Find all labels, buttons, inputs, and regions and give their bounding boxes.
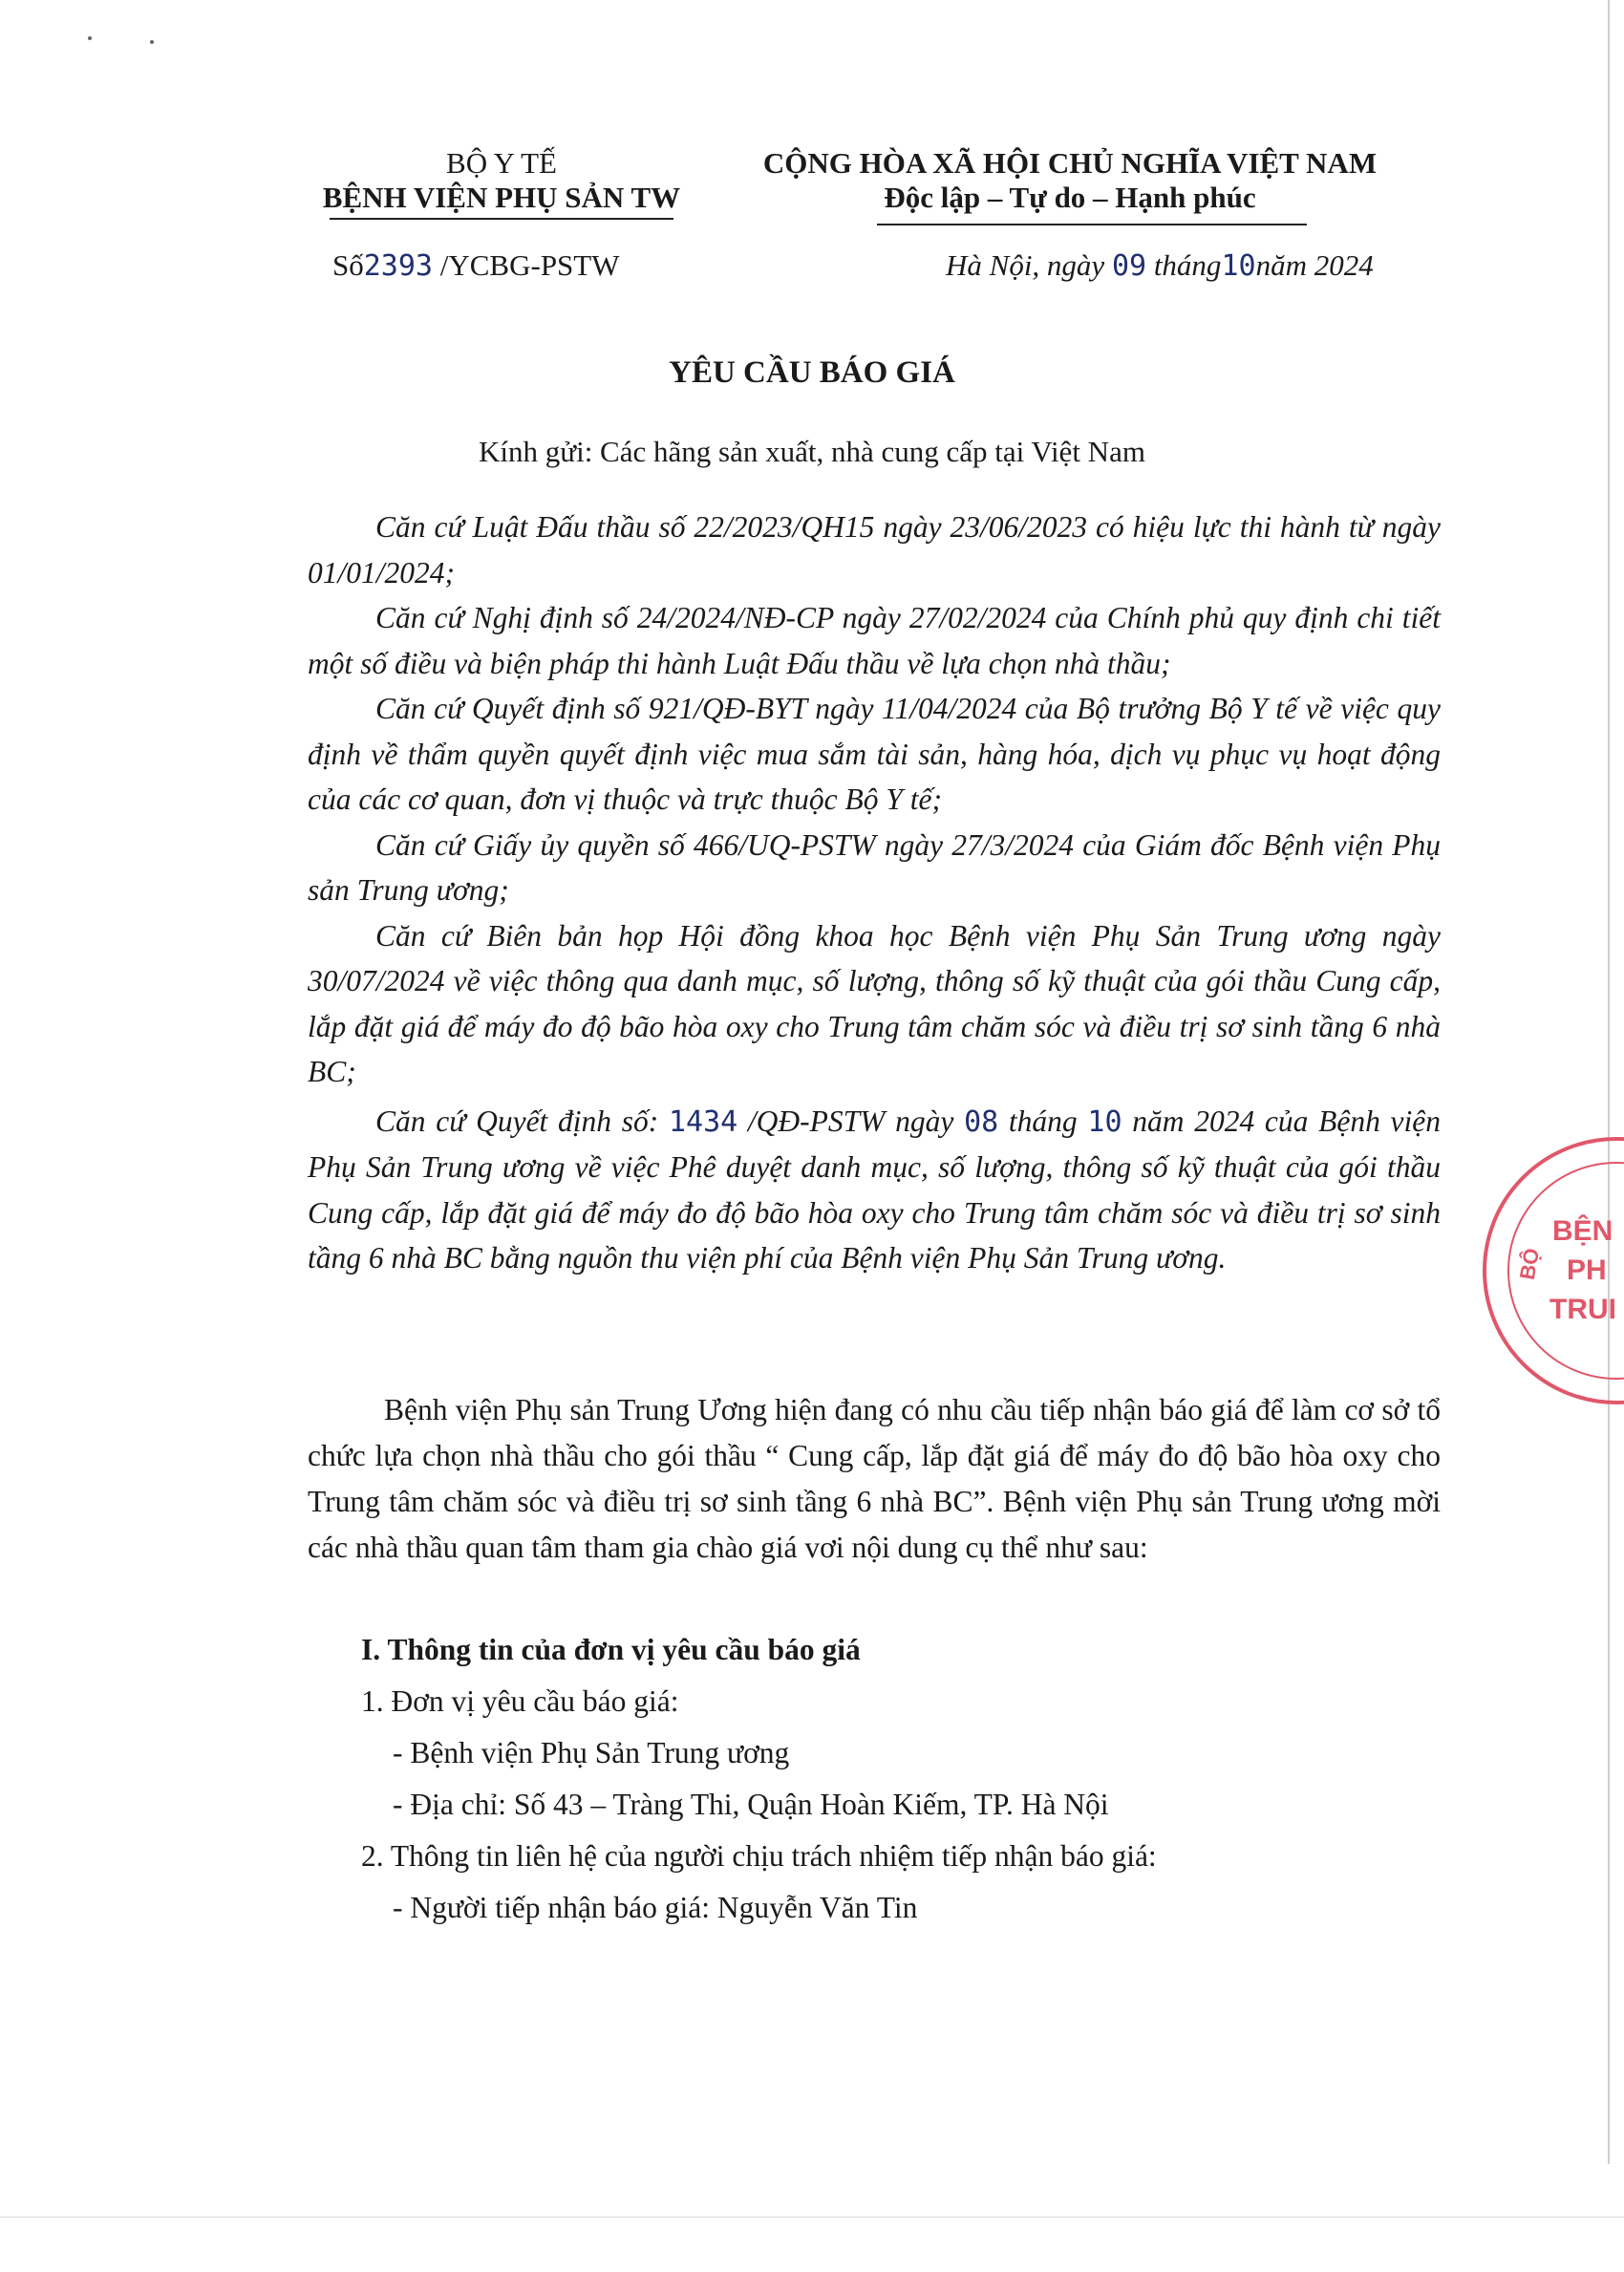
- intro-paragraph: Bệnh viện Phụ sản Trung Ương hiện đang có nhu cầu tiếp nhận báo giá để làm cơ sở tổ chức lựa chọn nhà thầu cho gói thầu “ Cung cấp, lắp đặt giá để máy đo độ bão hòa oxy cho Trung tâm chăm sóc và điều trị sơ sinh tầng 6 nhà BC”. Bệnh viện Phụ sản Trung ương mời các nhà thầu quan tâm tham gia chào giá vơi nội dung cụ thể như sau:: [308, 1393, 1441, 1564]
- legal-bases: [308, 504, 1441, 1281]
- document-title: YÊU CẦU BÁO GIÁ: [669, 355, 955, 390]
- ministry-name: BỘ Y TẾ: [446, 146, 557, 180]
- section-1-person: - Người tiếp nhận báo giá: Nguyễn Văn Tin: [393, 1891, 918, 1924]
- section-1-item-2: 2. Thông tin liên hệ của người chịu trách nhiệm tiếp nhận báo giá:: [361, 1839, 1157, 1873]
- decision-number-handwritten: 1434: [668, 1104, 738, 1139]
- date-month-word: tháng: [1153, 248, 1222, 282]
- doc-number-prefix: Số: [332, 248, 364, 282]
- intro-block: [308, 1387, 1441, 1571]
- issuer-underline: [330, 218, 673, 220]
- document-number: [332, 248, 620, 283]
- section-1-address: - Địa chỉ: Số 43 – Tràng Thi, Quận Hoàn Kiếm, TP. Hà Nội: [393, 1788, 1109, 1821]
- section-1-heading: I. Thông tin của đơn vị yêu cầu báo giá: [361, 1633, 861, 1666]
- legal-basis-item: Căn cứ Biên bản họp Hội đồng khoa học Bệnh viện Phụ Sản Trung ương ngày 30/07/2024 về việc thông qua danh mục, số lượng, thông số kỹ thuật của gói thầu Cung cấp, lắp đặt giá để máy đo độ bão hòa oxy cho Trung tâm chăm sóc và điều trị sơ sinh tầng 6 nhà BC;: [308, 918, 1441, 1088]
- scan-edge-bottom: [0, 2217, 1624, 2218]
- recipient-line: Kính gửi: Các hãng sản xuất, nhà cung cấp tại Việt Nam: [479, 435, 1145, 468]
- issuer-block: [287, 146, 716, 215]
- legal-basis-item: Căn cứ Luật Đấu thầu số 22/2023/QH15 ngày 23/06/2023 có hiệu lực thi hành từ ngày 01/01/2024;: [308, 510, 1441, 589]
- legal-basis-item: Căn cứ Giấy ủy quyền số 466/UQ-PSTW ngày 27/3/2024 của Giám đốc Bệnh viện Phụ sản Trung ương;: [308, 827, 1441, 907]
- decision-rest: năm 2024 của Bệnh viện Phụ Sản Trung ương về việc Phê duyệt danh mục, số lượng, thông số kỹ thuật của gói thầu Cung cấp, lắp đặt giá để máy đo độ bão hòa oxy cho Trung tâm chăm sóc và điều trị sơ sinh tầng 6 nhà BC bằng nguồn thu viện phí của Bệnh viện Phụ Sản Trung ương.: [308, 1104, 1442, 1275]
- stamp-text-line-1: BỆN: [1552, 1215, 1613, 1247]
- date-day-handwritten: 09: [1111, 249, 1147, 283]
- scan-edge-right: [1608, 0, 1610, 2164]
- hospital-name: BỆNH VIỆN PHỤ SẢN TW: [322, 181, 681, 214]
- nation-motto: Độc lập – Tự do – Hạnh phúc: [884, 181, 1256, 214]
- section-1-unit: - Bệnh viện Phụ Sản Trung ương: [393, 1736, 790, 1769]
- nation-name: CỘNG HÒA XÃ HỘI CHỦ NGHĨA VIỆT NAM: [762, 146, 1378, 180]
- stamp-text-line-2: PH: [1567, 1254, 1607, 1286]
- scan-speck: [150, 40, 154, 44]
- decision-month-handwritten: 10: [1087, 1104, 1122, 1139]
- section-1-item-1: 1. Đơn vị yêu cầu báo giá:: [361, 1684, 679, 1718]
- decision-month-word: tháng: [1008, 1104, 1078, 1138]
- nation-block: [726, 146, 1414, 215]
- document-date: [946, 248, 1374, 283]
- date-year: năm 2024: [1255, 248, 1374, 282]
- date-month-handwritten: 10: [1221, 249, 1256, 283]
- legal-basis-item: Căn cứ Nghị định số 24/2024/NĐ-CP ngày 27/02/2024 của Chính phủ quy định chi tiết một số điều và biện pháp thi hành Luật Đấu thầu về lựa chọn nhà thầu;: [308, 601, 1441, 680]
- decision-mid: /QĐ-PSTW ngày: [747, 1104, 954, 1138]
- motto-underline: [877, 224, 1307, 225]
- decision-day-handwritten: 08: [964, 1104, 999, 1139]
- doc-number-suffix: /YCBG-PSTW: [439, 248, 620, 282]
- decision-prefix: Căn cứ Quyết định số:: [375, 1104, 659, 1138]
- stamp-text-line-3: TRUI: [1549, 1294, 1616, 1325]
- stamp-text-side: BỘ: [1514, 1246, 1545, 1282]
- section-1: [361, 1624, 1157, 1934]
- date-prefix: Hà Nội, ngày: [946, 248, 1105, 282]
- decision-basis: [308, 1099, 1441, 1281]
- legal-basis-item: Căn cứ Quyết định số 921/QĐ-BYT ngày 11/04/2024 của Bộ trưởng Bộ Y tế về việc quy định về thẩm quyền quyết định việc mua sắm tài sản, hàng hóa, dịch vụ phục vụ hoạt động của các cơ quan, đơn vị thuộc và trực thuộc Bộ Y tế;: [308, 692, 1441, 816]
- doc-number-handwritten: 2393: [363, 249, 433, 283]
- scan-speck: [88, 36, 92, 40]
